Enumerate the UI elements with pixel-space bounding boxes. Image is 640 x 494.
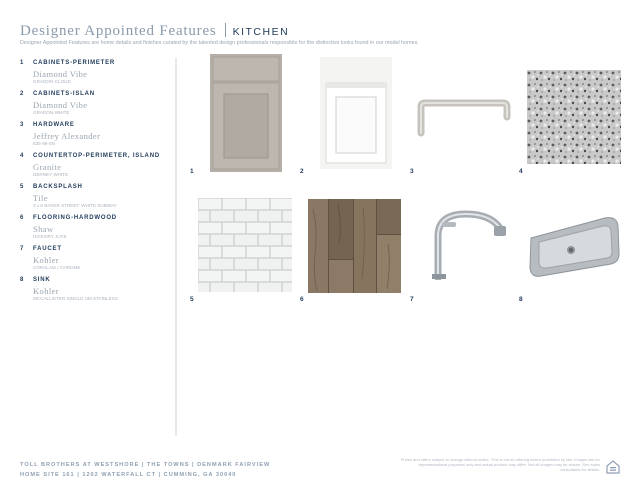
feature-number: 6	[20, 215, 24, 221]
feature-list	[20, 58, 175, 306]
feature-number: 4	[20, 153, 24, 159]
feature-category: FAUCET	[33, 246, 62, 252]
feature-brand: Shaw	[33, 224, 54, 234]
feature-brand: Granite	[33, 162, 62, 172]
feature-brand: Tile	[33, 193, 48, 203]
footer-line-community: TOLL BROTHERS AT WESTSHORE | THE TOWNS | DENMARK FAIRVIEW	[20, 462, 271, 468]
granite-swatch-icon	[527, 70, 621, 164]
sample-number: 7	[410, 296, 414, 303]
page-title: Designer Appointed Features	[20, 23, 217, 39]
feature-brand: Jeffrey Alexander	[33, 131, 101, 141]
feature-item	[20, 182, 175, 213]
sample-number: 5	[190, 296, 194, 303]
feature-detail: 635-96-SN	[33, 141, 56, 146]
feature-number: 1	[20, 60, 24, 66]
feature-brand: Kohler	[33, 255, 60, 265]
page-description: Designer Appointed Features are home details and finishes curated by the talented design professionals responsible for the distinctive looks found in our model homes.	[20, 40, 419, 46]
feature-detail: 3 x 6 BAKER STREET: WHITE SUBWAY	[33, 203, 117, 208]
sample-number: 3	[410, 168, 414, 175]
column-divider	[175, 58, 177, 436]
sample-number: 1	[190, 168, 194, 175]
feature-category: FLOORING-HARDWOOD	[33, 215, 117, 221]
feature-brand: Diamond Vibe	[33, 100, 88, 110]
subway-tile-icon	[198, 198, 292, 292]
equal-housing-opportunity-icon	[606, 460, 620, 474]
feature-brand: Diamond Vibe	[33, 69, 88, 79]
footer-line-address: HOME SITE 161 | 1202 WATERFALL CT | CUMMING, GA 30040	[20, 472, 237, 478]
feature-item	[20, 213, 175, 244]
feature-number: 3	[20, 122, 24, 128]
feature-item	[20, 120, 175, 151]
feature-number: 5	[20, 184, 24, 190]
page-header	[20, 22, 289, 40]
feature-number: 7	[20, 246, 24, 252]
feature-detail: HICKORY JUTE	[33, 234, 67, 239]
feature-item	[20, 89, 175, 120]
footer-community	[20, 460, 270, 480]
feature-category: CABINETS-PERIMETER	[33, 60, 116, 66]
sample-number: 6	[300, 296, 304, 303]
feature-number: 8	[20, 277, 24, 283]
feature-item	[20, 275, 175, 306]
sample-number: 8	[519, 296, 523, 303]
feature-item	[20, 151, 175, 182]
hardwood-swatch-icon	[308, 199, 401, 293]
faucet-icon	[424, 206, 510, 280]
sink-icon	[527, 216, 621, 278]
feature-category: SINK	[33, 277, 51, 283]
cabinet-pull-icon	[415, 95, 513, 137]
feature-detail: GRADON-WHITE	[33, 110, 70, 115]
cabinet-door-white-icon	[320, 57, 392, 169]
sample-number: 4	[519, 168, 523, 175]
feature-category: COUNTERTOP-PERIMETER, ISLAND	[33, 153, 160, 159]
feature-detail: DERNEY WHITE	[33, 172, 69, 177]
feature-category: BACKSPLASH	[33, 184, 83, 190]
feature-detail: GRADON-CLOUD	[33, 79, 71, 84]
feature-item	[20, 58, 175, 89]
feature-item	[20, 244, 175, 275]
room-name: KITCHEN	[232, 26, 290, 38]
sample-number: 2	[300, 168, 304, 175]
feature-brand: Kohler	[33, 286, 60, 296]
feature-detail: CORALAIS / CHROME	[33, 265, 81, 270]
feature-category: HARDWARE	[33, 122, 75, 128]
title-divider	[225, 23, 226, 37]
feature-number: 2	[20, 91, 24, 97]
feature-detail: MCCALLISTER SINGLE UM STAINLESS	[33, 296, 118, 301]
footer-disclaimer: Prices and offers subject to change without notice. This is not an offering where prohibited by law. Images are for representational purposes only and actual product may differ. Not all images may be shown. See sales consultants for details.	[400, 457, 600, 472]
feature-category: CABINETS-ISLAN	[33, 91, 95, 97]
cabinet-door-gray-icon	[210, 54, 282, 172]
